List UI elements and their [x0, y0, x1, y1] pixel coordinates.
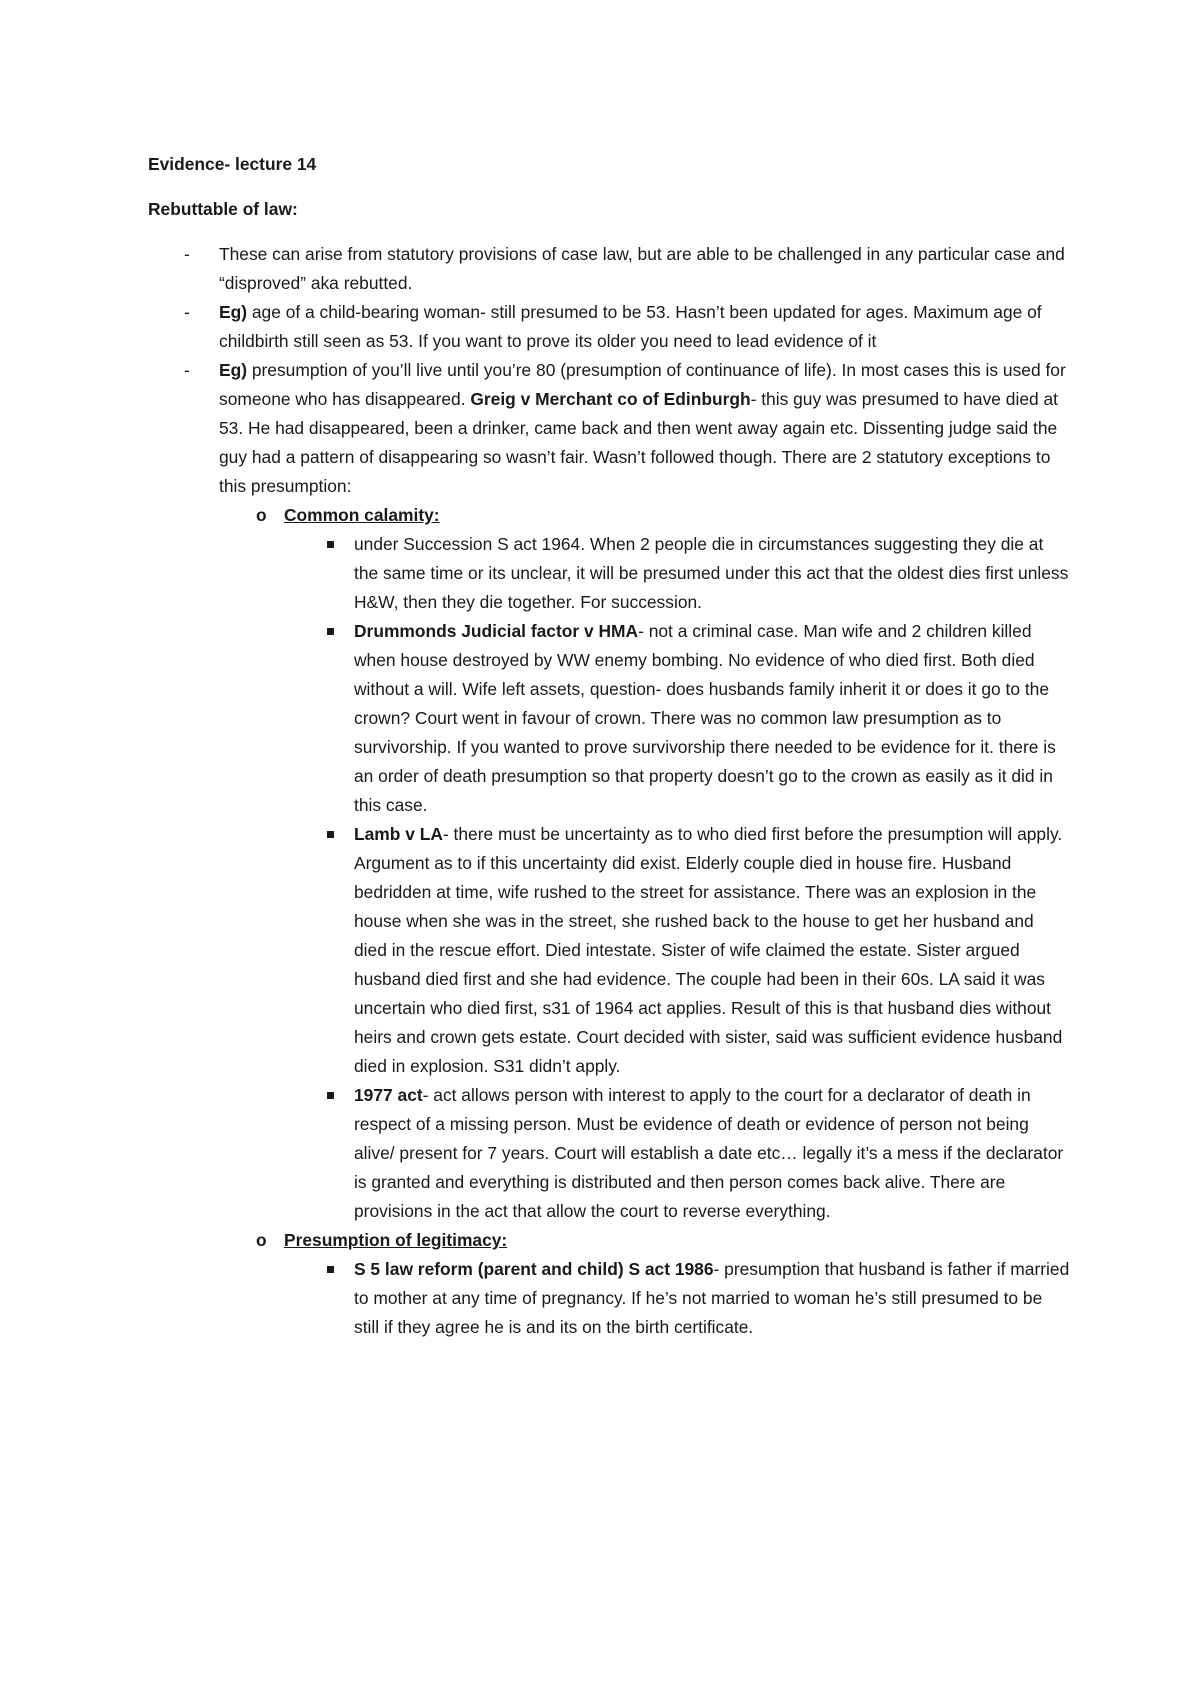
bullet-item — [148, 1255, 1070, 1342]
item-text: age of a child-bearing woman- still presumed to be 53. Hasn’t been updated for ages. Maximum age of childbirth still seen as 53. If you want to prove its older you need to lead evidence of it — [219, 302, 1042, 351]
bullet-item — [148, 530, 1070, 617]
item-text: These can arise from statutory provisions of case law, but are able to be challenged in any particular case and “disproved” aka rebutted. — [219, 244, 1065, 293]
list-item — [148, 240, 1070, 298]
case-name: Lamb v LA — [354, 824, 443, 844]
bullet-text: - there must be uncertainty as to who died first before the presumption will apply. Argument as to if this uncertainty did exist. Elderly couple died in house fire. Husband bedridden at time, wife rushed to the street for assistance. There was an explosion in the house when she was in the street, she rushed back to the house to get her husband and died in the rescue effort. Died intestate. Sister of wife claimed the estate. Sister argued husband died first and she had evidence. The couple had been in their 60s. LA said it was uncertain who died first, s31 of 1964 act applies. Result of this is that husband dies without heirs and crown gets estate. Court decided with sister, said was sufficient evidence husband died in explosion. S31 didn’t apply. — [354, 824, 1063, 1076]
list-item — [148, 298, 1070, 356]
bullet-text: - presumption that husband is father if married to mother at any time of pregnancy. If he’s not married to woman he’s still presumed to be still if they agree he is and its on the birth certificate. — [354, 1259, 1070, 1337]
bullet-text: - not a criminal case. Man wife and 2 children killed when house destroyed by WW enemy bombing. No evidence of who died first. Both died without a will. Wife left assets, question- does husbands family inherit it or does it go to the crown? Court went in favour of crown. There was no common law presumption as to survivorship. If you wanted to prove survivorship there needed to be evidence for it. there is an order of death presumption so that property doesn’t go to the crown as easily as it did in this case. — [354, 621, 1056, 815]
circle-marker: o — [256, 505, 267, 525]
square-bullet-icon — [327, 1266, 334, 1273]
dash-marker: - — [184, 302, 190, 322]
bullet-item — [148, 820, 1070, 1081]
dash-marker: - — [184, 244, 190, 264]
list-item — [148, 356, 1070, 501]
case-name: S 5 law reform (parent and child) S act 1986 — [354, 1259, 714, 1279]
subsection-common-calamity — [148, 501, 1070, 530]
item-text: - this guy was presumed to have died at 53. He had disappeared, been a drinker, came back and then went away again etc. Dissenting judge said the guy had a pattern of disappearing so wasn’t fair. Wasn’t followed though. There are 2 statutory exceptions to this presumption: — [219, 389, 1058, 496]
item-lead: Eg) — [219, 360, 248, 380]
square-bullet-icon — [327, 1092, 334, 1099]
case-name: 1977 act — [354, 1085, 423, 1105]
case-name: Greig v Merchant co of Edinburgh — [470, 389, 751, 409]
section-heading: Rebuttable of law: — [148, 199, 298, 219]
square-bullet-icon — [327, 628, 334, 635]
document-title: Evidence- lecture 14 — [148, 154, 317, 174]
dash-marker: - — [184, 360, 190, 380]
item-lead: Eg) — [219, 302, 248, 322]
subsection-title: Presumption of legitimacy: — [284, 1230, 508, 1250]
subsection-title: Common calamity: — [284, 505, 440, 525]
bullet-item — [148, 1081, 1070, 1226]
circle-marker: o — [256, 1230, 267, 1250]
item-text: presumption of you’ll live until you’re 80 (presumption of continuance of life). In most cases this is used for someone who has disappeared. — [219, 360, 1066, 409]
square-bullet-icon — [327, 541, 334, 548]
subsection-presumption-of-legitimacy — [148, 1226, 1070, 1255]
bullet-text: under Succession S act 1964. When 2 people die in circumstances suggesting they die at the same time or its unclear, it will be presumed under this act that the oldest dies first unless H&W, then they die together. For succession. — [354, 534, 1069, 612]
case-name: Drummonds Judicial factor v HMA — [354, 621, 639, 641]
bullet-item — [148, 617, 1070, 820]
square-bullet-icon — [327, 831, 334, 838]
bullet-text: - act allows person with interest to apply to the court for a declarator of death in respect of a missing person. Must be evidence of death or evidence of person not being alive/ present for 7 years. Court will establish a date etc… legally it’s a mess if the declarator is granted and everything is distributed and then person comes back alive. There are provisions in the act that allow the court to reverse everything. — [354, 1085, 1064, 1221]
